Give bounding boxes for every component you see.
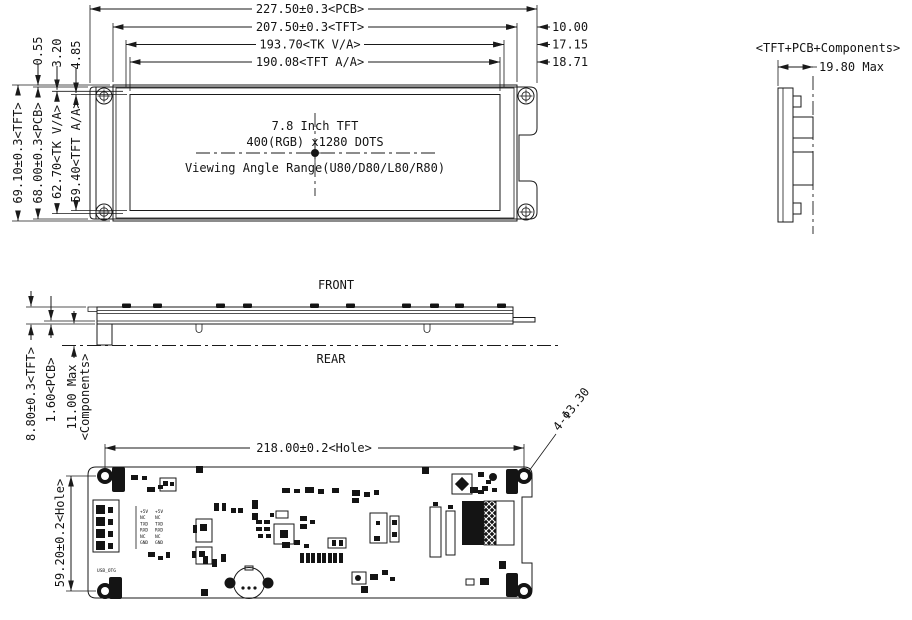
side-component-2 — [793, 152, 813, 185]
dim-right-10: 10.00 — [552, 20, 589, 34]
dim-tft-width: 207.50±0.3<TFT> — [255, 20, 365, 34]
pin-label: NC — [155, 516, 161, 522]
side-tab-bottom — [793, 203, 801, 214]
rear-label: REAR — [316, 352, 346, 366]
dim-tft-thickness: 8.80±0.3<TFT> — [24, 347, 38, 441]
profile-dimensions — [24, 291, 95, 441]
front-left-dimensions — [11, 37, 127, 221]
dim-components-max: 11.00 Max — [65, 364, 79, 430]
side-tab-top — [793, 96, 801, 107]
screw-hole-icon — [518, 204, 534, 220]
dim-thickness: 19.80 Max — [819, 60, 885, 74]
pin-header-connector — [93, 500, 119, 552]
dim-hole-height: 59.20±0.2<Hole> — [53, 478, 67, 588]
pin-label: TXD — [155, 522, 164, 528]
usb-connector-top-right — [506, 469, 518, 494]
profile-body — [97, 307, 513, 324]
viewing-angle-label: Viewing Angle Range(U80/D80/L80/R80) — [184, 161, 446, 175]
screen-resolution-label: 400(RGB) x1280 DOTS — [246, 135, 384, 149]
pin-label: NC — [140, 516, 146, 522]
dim-offset-320: 3.20 — [50, 38, 64, 68]
pin-label: TXD — [140, 522, 149, 528]
side-component-1 — [793, 117, 813, 138]
dim-tft-height: 69.10±0.3<TFT> — [11, 102, 25, 204]
usb-otg-label: USB_OTG — [97, 569, 116, 574]
pin-label: NC — [140, 534, 146, 540]
dim-tk-va-width: 193.70<TK V/A> — [259, 37, 361, 52]
screen-size-label: 7.8 Inch TFT — [271, 119, 359, 133]
dim-pcb-thickness: 1.60<PCB> — [44, 357, 58, 423]
front-top-dimensions — [90, 2, 537, 91]
smd-cluster-center-left — [192, 503, 243, 567]
edge-profile-view — [24, 278, 558, 441]
profile-left-connector — [97, 324, 112, 345]
pin-label: RXD — [140, 528, 149, 534]
main-ic-qfn — [252, 500, 315, 544]
dim-pcb-height: 68.00±0.3<PCB> — [31, 102, 45, 204]
mounting-hole-icon — [516, 583, 532, 599]
smd-cluster-mid-right — [352, 490, 399, 543]
screw-hole-icon — [518, 88, 534, 104]
dim-offset-485: 4.85 — [69, 40, 83, 70]
pin-label: NC — [155, 534, 161, 540]
smd-cluster-top-left — [131, 475, 176, 560]
rear-pcb-components — [93, 466, 518, 599]
dim-pcb-width: 227.50±0.3<PCB> — [255, 2, 365, 16]
dim-tft-aa-width: 190.08<TFT A/A> — [255, 55, 365, 69]
dim-components-label: <Components> — [78, 353, 92, 441]
pin-label: +5V — [140, 510, 149, 515]
rear-view — [53, 385, 592, 599]
fpc-connector-area — [430, 486, 514, 557]
side-thickness-view — [756, 41, 901, 234]
front-label: FRONT — [317, 278, 355, 292]
profile-hook-1 — [196, 324, 202, 333]
front-view — [11, 2, 588, 221]
profile-right-tab — [513, 318, 535, 323]
profile-hook-2 — [424, 324, 430, 333]
screw-hole-icon — [96, 204, 112, 220]
pin-label: +5V — [155, 510, 164, 515]
mounting-hole-icon — [97, 468, 113, 484]
dim-hole-width: 218.00±0.2<Hole> — [256, 441, 372, 455]
smd-cluster-top-center — [282, 487, 339, 494]
smd-cluster-bottom-right — [352, 561, 506, 585]
screw-hole-icon — [96, 88, 112, 104]
dim-tk-va-height: 62.70<TK V/A> — [50, 105, 64, 199]
buzzer — [225, 566, 274, 599]
capacitor-row — [282, 538, 346, 563]
dim-tft-aa-height: 59.40<TFT A/A> — [69, 101, 83, 203]
usb-connector-top-left — [112, 467, 125, 492]
usb-connector-bottom-left — [109, 577, 122, 599]
dim-offset-055: 0.55 — [31, 36, 45, 66]
dim-hole-dia: 4-Φ3.30 — [550, 384, 593, 434]
side-view-label: <TFT+PCB+Components> — [755, 41, 901, 55]
usb-connector-bottom-right — [506, 573, 518, 597]
dim-right-17: 17.15 — [552, 37, 589, 52]
side-module-body — [778, 88, 793, 222]
pin-label-block — [136, 506, 163, 549]
pin-label: GND — [155, 541, 164, 546]
dim-right-18: 18.71 — [552, 55, 589, 69]
pin-label: RXD — [155, 528, 164, 534]
pin-label: GND — [140, 541, 149, 546]
